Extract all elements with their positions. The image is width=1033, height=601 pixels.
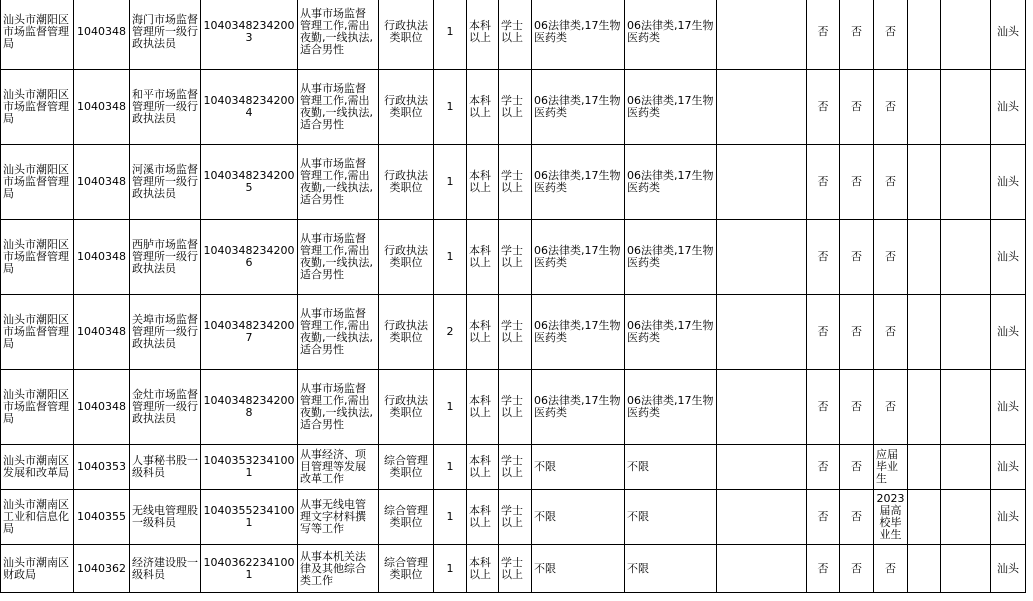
flag-2-cell: 否 <box>840 70 874 145</box>
education-cell: 本科以上 <box>467 545 499 593</box>
education-cell: 本科以上 <box>467 490 499 545</box>
count-cell: 1 <box>434 0 467 70</box>
count-cell: 2 <box>434 295 467 370</box>
flag-1-cell: 否 <box>807 545 840 593</box>
major-b-cell: 不限 <box>625 445 717 490</box>
position-cell: 西胪市场监督管理所一级行政执法员 <box>130 220 201 295</box>
flag-3-cell: 应届毕业生 <box>874 445 908 490</box>
degree-cell: 学士以上 <box>499 220 532 295</box>
category-cell: 综合管理类职位 <box>379 545 434 593</box>
flag-2-cell: 否 <box>840 295 874 370</box>
unit-code-cell: 1040348 <box>74 370 130 445</box>
category-cell: 综合管理类职位 <box>379 445 434 490</box>
category-cell: 行政执法类职位 <box>379 145 434 220</box>
education-cell: 本科以上 <box>467 0 499 70</box>
education-cell: 本科以上 <box>467 445 499 490</box>
category-cell: 行政执法类职位 <box>379 0 434 70</box>
empty-cell <box>941 445 991 490</box>
major-a-cell: 06法律类,17生物医药类 <box>532 0 625 70</box>
position-code-cell: 10403532341001 <box>201 445 298 490</box>
empty-cell <box>941 295 991 370</box>
education-cell: 本科以上 <box>467 220 499 295</box>
position-code-cell: 10403482342005 <box>201 145 298 220</box>
description-cell: 从事市场监督管理工作,需出夜勤,一线执法,适合男性 <box>298 220 379 295</box>
unit-cell: 汕头市潮南区发展和改革局 <box>1 445 74 490</box>
empty-cell <box>941 145 991 220</box>
flag-3-cell: 否 <box>874 0 908 70</box>
unit-cell: 汕头市潮阳区市场监督管理局 <box>1 370 74 445</box>
flag-1-cell: 否 <box>807 490 840 545</box>
major-a-cell: 06法律类,17生物医药类 <box>532 295 625 370</box>
major-b-cell: 不限 <box>625 545 717 593</box>
major-b-cell: 06法律类,17生物医药类 <box>625 220 717 295</box>
flag-1-cell: 否 <box>807 445 840 490</box>
major-b-cell: 06法律类,17生物医药类 <box>625 70 717 145</box>
flag-1-cell: 否 <box>807 70 840 145</box>
degree-cell: 学士以上 <box>499 0 532 70</box>
education-cell: 本科以上 <box>467 295 499 370</box>
major-a-cell: 06法律类,17生物医药类 <box>532 145 625 220</box>
empty-cell <box>717 220 807 295</box>
position-cell: 海门市场监督管理所一级行政执法员 <box>130 0 201 70</box>
empty-cell <box>717 295 807 370</box>
empty-cell <box>908 490 941 545</box>
flag-1-cell: 否 <box>807 370 840 445</box>
table-row <box>1 545 1026 593</box>
table-row <box>1 370 1026 445</box>
description-cell: 从事市场监督管理工作,需出夜勤,一线执法,适合男性 <box>298 0 379 70</box>
flag-1-cell: 否 <box>807 295 840 370</box>
empty-cell <box>717 370 807 445</box>
table-row <box>1 70 1026 145</box>
major-b-cell: 06法律类,17生物医药类 <box>625 0 717 70</box>
position-cell: 无线电管理股一级科员 <box>130 490 201 545</box>
major-a-cell: 06法律类,17生物医药类 <box>532 370 625 445</box>
flag-2-cell: 否 <box>840 490 874 545</box>
category-cell: 行政执法类职位 <box>379 70 434 145</box>
flag-2-cell: 否 <box>840 445 874 490</box>
description-cell: 从事市场监督管理工作,需出夜勤,一线执法,适合男性 <box>298 70 379 145</box>
empty-cell <box>941 490 991 545</box>
description-cell: 从事本机关法律及其他综合类工作 <box>298 545 379 593</box>
degree-cell: 学士以上 <box>499 70 532 145</box>
flag-3-cell: 否 <box>874 70 908 145</box>
degree-cell: 学士以上 <box>499 145 532 220</box>
position-code-cell: 10403482342003 <box>201 0 298 70</box>
table-row <box>1 220 1026 295</box>
empty-cell <box>941 220 991 295</box>
count-cell: 1 <box>434 220 467 295</box>
description-cell: 从事无线电管理文字材料撰写等工作 <box>298 490 379 545</box>
city-cell: 汕头 <box>991 145 1026 220</box>
flag-2-cell: 否 <box>840 145 874 220</box>
flag-1-cell: 否 <box>807 220 840 295</box>
unit-code-cell: 1040348 <box>74 295 130 370</box>
major-a-cell: 06法律类,17生物医药类 <box>532 70 625 145</box>
major-b-cell: 06法律类,17生物医药类 <box>625 295 717 370</box>
category-cell: 行政执法类职位 <box>379 370 434 445</box>
major-b-cell: 06法律类,17生物医药类 <box>625 370 717 445</box>
degree-cell: 学士以上 <box>499 445 532 490</box>
empty-cell <box>941 545 991 593</box>
unit-code-cell: 1040348 <box>74 70 130 145</box>
empty-cell <box>941 70 991 145</box>
major-a-cell: 不限 <box>532 545 625 593</box>
empty-cell <box>717 145 807 220</box>
city-cell: 汕头 <box>991 370 1026 445</box>
unit-cell: 汕头市潮阳区市场监督管理局 <box>1 145 74 220</box>
count-cell: 1 <box>434 370 467 445</box>
flag-1-cell: 否 <box>807 145 840 220</box>
position-code-cell: 10403622341001 <box>201 545 298 593</box>
city-cell: 汕头 <box>991 490 1026 545</box>
empty-cell <box>908 370 941 445</box>
count-cell: 1 <box>434 145 467 220</box>
empty-cell <box>908 220 941 295</box>
education-cell: 本科以上 <box>467 70 499 145</box>
position-cell: 金灶市场监督管理所一级行政执法员 <box>130 370 201 445</box>
position-cell: 经济建设股一级科员 <box>130 545 201 593</box>
position-cell: 河溪市场监督管理所一级行政执法员 <box>130 145 201 220</box>
flag-3-cell: 否 <box>874 220 908 295</box>
degree-cell: 学士以上 <box>499 370 532 445</box>
unit-cell: 汕头市潮南区工业和信息化局 <box>1 490 74 545</box>
position-code-cell: 10403482342004 <box>201 70 298 145</box>
flag-3-cell: 否 <box>874 370 908 445</box>
unit-code-cell: 1040348 <box>74 220 130 295</box>
position-cell: 关埠市场监督管理所一级行政执法员 <box>130 295 201 370</box>
city-cell: 汕头 <box>991 220 1026 295</box>
table-row <box>1 145 1026 220</box>
flag-2-cell: 否 <box>840 370 874 445</box>
degree-cell: 学士以上 <box>499 490 532 545</box>
flag-1-cell: 否 <box>807 0 840 70</box>
degree-cell: 学士以上 <box>499 295 532 370</box>
description-cell: 从事市场监督管理工作,需出夜勤,一线执法,适合男性 <box>298 145 379 220</box>
empty-cell <box>908 295 941 370</box>
unit-cell: 汕头市潮阳区市场监督管理局 <box>1 70 74 145</box>
major-b-cell: 06法律类,17生物医药类 <box>625 145 717 220</box>
count-cell: 1 <box>434 545 467 593</box>
count-cell: 1 <box>434 490 467 545</box>
category-cell: 行政执法类职位 <box>379 220 434 295</box>
flag-3-cell: 否 <box>874 295 908 370</box>
count-cell: 1 <box>434 70 467 145</box>
empty-cell <box>717 545 807 593</box>
empty-cell <box>717 490 807 545</box>
description-cell: 从事市场监督管理工作,需出夜勤,一线执法,适合男性 <box>298 370 379 445</box>
position-code-cell: 10403482342008 <box>201 370 298 445</box>
position-code-cell: 10403482342006 <box>201 220 298 295</box>
flag-3-cell: 否 <box>874 545 908 593</box>
unit-code-cell: 1040348 <box>74 145 130 220</box>
position-cell: 和平市场监督管理所一级行政执法员 <box>130 70 201 145</box>
empty-cell <box>941 0 991 70</box>
city-cell: 汕头 <box>991 445 1026 490</box>
major-a-cell: 不限 <box>532 490 625 545</box>
table-row <box>1 445 1026 490</box>
unit-code-cell: 1040348 <box>74 0 130 70</box>
flag-2-cell: 否 <box>840 545 874 593</box>
education-cell: 本科以上 <box>467 145 499 220</box>
description-cell: 从事市场监督管理工作,需出夜勤,一线执法,适合男性 <box>298 295 379 370</box>
empty-cell <box>717 445 807 490</box>
unit-code-cell: 1040355 <box>74 490 130 545</box>
empty-cell <box>908 70 941 145</box>
category-cell: 行政执法类职位 <box>379 295 434 370</box>
empty-cell <box>717 0 807 70</box>
position-code-cell: 10403552341001 <box>201 490 298 545</box>
table-row <box>1 490 1026 545</box>
degree-cell: 学士以上 <box>499 545 532 593</box>
empty-cell <box>717 70 807 145</box>
city-cell: 汕头 <box>991 70 1026 145</box>
description-cell: 从事经济、项目管理等发展改革工作 <box>298 445 379 490</box>
major-a-cell: 06法律类,17生物医药类 <box>532 220 625 295</box>
unit-cell: 汕头市潮阳区市场监督管理局 <box>1 295 74 370</box>
city-cell: 汕头 <box>991 0 1026 70</box>
empty-cell <box>908 545 941 593</box>
major-b-cell: 不限 <box>625 490 717 545</box>
major-a-cell: 不限 <box>532 445 625 490</box>
empty-cell <box>908 145 941 220</box>
empty-cell <box>908 445 941 490</box>
unit-code-cell: 1040353 <box>74 445 130 490</box>
table-row <box>1 0 1026 70</box>
flag-3-cell: 否 <box>874 145 908 220</box>
flag-2-cell: 否 <box>840 220 874 295</box>
position-code-cell: 10403482342007 <box>201 295 298 370</box>
table-body <box>1 0 1026 593</box>
unit-cell: 汕头市潮南区财政局 <box>1 545 74 593</box>
unit-cell: 汕头市潮阳区市场监督管理局 <box>1 220 74 295</box>
category-cell: 综合管理类职位 <box>379 490 434 545</box>
unit-code-cell: 1040362 <box>74 545 130 593</box>
education-cell: 本科以上 <box>467 370 499 445</box>
count-cell: 1 <box>434 445 467 490</box>
flag-2-cell: 否 <box>840 0 874 70</box>
position-cell: 人事秘书股一级科员 <box>130 445 201 490</box>
flag-3-cell: 2023届高校毕业生 <box>874 490 908 545</box>
unit-cell: 汕头市潮阳区市场监督管理局 <box>1 0 74 70</box>
city-cell: 汕头 <box>991 545 1026 593</box>
city-cell: 汕头 <box>991 295 1026 370</box>
empty-cell <box>908 0 941 70</box>
table-row <box>1 295 1026 370</box>
empty-cell <box>941 370 991 445</box>
